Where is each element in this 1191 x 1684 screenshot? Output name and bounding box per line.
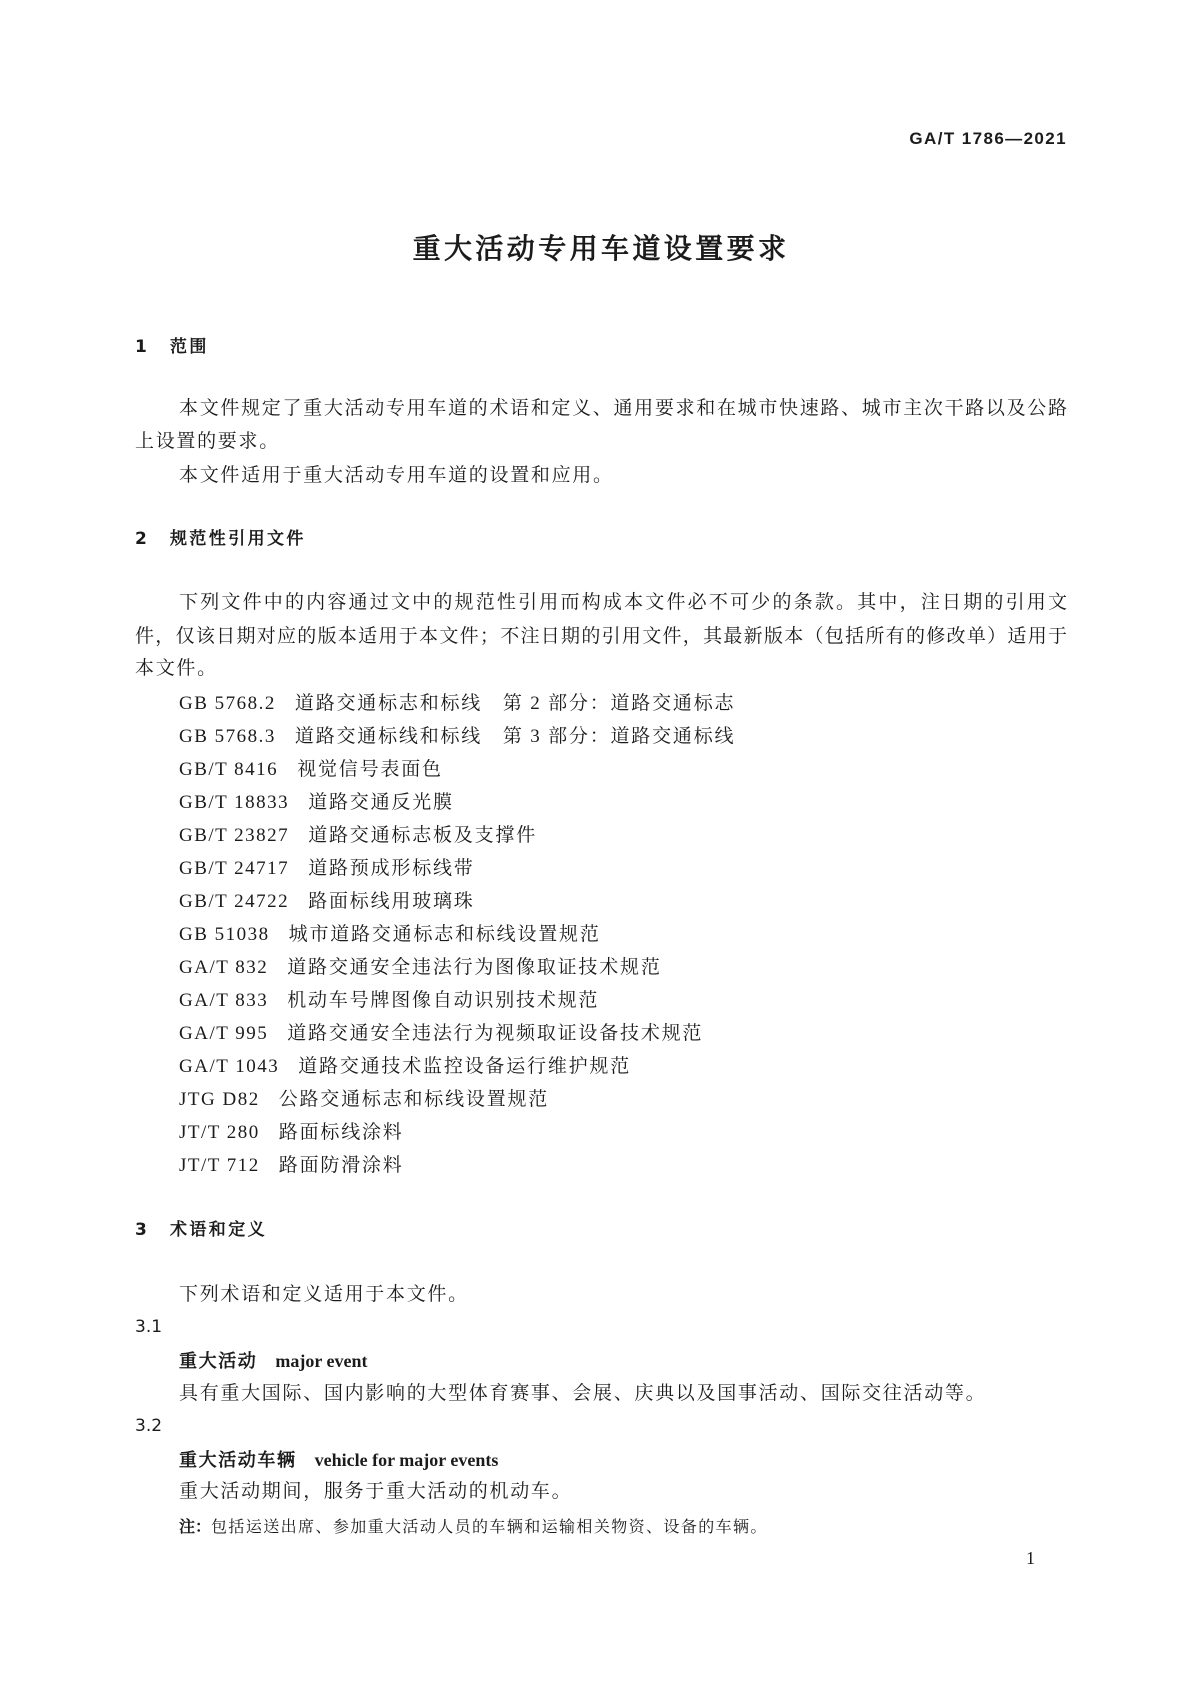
reference-title: 道路交通技术监控设备运行维护规范 [298, 1056, 632, 1077]
terms-intro: 下列术语和定义适用于本文件。 [179, 1284, 469, 1305]
reference-code: GB/T 8416 [179, 759, 279, 780]
reference-item [179, 790, 454, 816]
reference-code: GA/T 833 [179, 990, 269, 1011]
reference-title: 路面标线用玻璃珠 [308, 891, 475, 912]
reference-code: JTG D82 [179, 1089, 260, 1110]
reference-item [179, 1153, 404, 1179]
section-title: 规范性引用文件 [170, 529, 306, 549]
reference-code: GB 51038 [179, 924, 270, 945]
note-text: 包括运送出席、参加重大活动人员的车辆和运输相关物资、设备的车辆。 [211, 1519, 768, 1536]
reference-item [179, 823, 537, 849]
reference-title: 道路预成形标线带 [308, 858, 475, 879]
reference-title: 道路交通安全违法行为视频取证设备技术规范 [287, 1023, 704, 1044]
standard-number-header: GA/T 1786—2021 [909, 129, 1067, 148]
reference-code: GB 5768.2 [179, 693, 276, 714]
reference-item [179, 1087, 549, 1113]
clause-number: 3.1 [135, 1317, 163, 1337]
reference-code: GB/T 18833 [179, 792, 290, 813]
reference-title: 道路交通标志和标线 第 2 部分：道路交通标志 [294, 693, 736, 714]
term-definition: 具有重大国际、国内影响的大型体育赛事、会展、庆典以及国事活动、国际交往活动等。 [179, 1383, 987, 1404]
section-heading-normative-references [135, 526, 306, 552]
reference-item [179, 1021, 703, 1047]
term-chinese: 重大活动车辆 [179, 1450, 297, 1471]
reference-item [179, 691, 735, 717]
reference-item [179, 1054, 631, 1080]
term-note [179, 1514, 768, 1540]
scope-paragraph-line: 上设置的要求。 [135, 431, 280, 452]
reference-code: JT/T 280 [179, 1122, 260, 1143]
reference-code: GB/T 23827 [179, 825, 290, 846]
section-heading-scope [135, 334, 209, 360]
references-intro-line: 本文件。 [135, 658, 218, 679]
reference-title: 道路交通反光膜 [308, 792, 454, 813]
reference-title: 路面标线涂料 [278, 1122, 404, 1143]
reference-code: GB/T 24717 [179, 858, 290, 879]
reference-item [179, 856, 475, 882]
reference-item [179, 724, 735, 750]
references-intro-line: 下列文件中的内容通过文中的规范性引用而构成本文件必不可少的条款。其中，注日期的引用文 [179, 592, 1067, 613]
reference-code: GB 5768.3 [179, 726, 276, 747]
reference-title: 视觉信号表面色 [297, 759, 443, 780]
reference-item [179, 1120, 404, 1146]
note-label: 注： [179, 1517, 212, 1536]
reference-title: 路面防滑涂料 [278, 1155, 404, 1176]
reference-code: GA/T 995 [179, 1023, 269, 1044]
reference-title: 道路交通安全违法行为图像取证技术规范 [287, 957, 662, 978]
reference-title: 城市道路交通标志和标线设置规范 [288, 924, 601, 945]
term-english: major event [275, 1351, 368, 1371]
reference-code: GB/T 24722 [179, 891, 290, 912]
reference-item [179, 988, 599, 1014]
section-heading-terms-and-definitions [135, 1217, 267, 1243]
reference-title: 公路交通标志和标线设置规范 [278, 1089, 550, 1110]
term-entry [179, 1348, 368, 1374]
section-number: 1 [135, 337, 147, 357]
term-english: vehicle for major events [314, 1450, 499, 1470]
reference-code: JT/T 712 [179, 1155, 260, 1176]
section-number: 3 [135, 1220, 147, 1240]
scope-paragraph: 本文件适用于重大活动专用车道的设置和应用。 [179, 465, 614, 486]
section-title: 范围 [170, 337, 209, 357]
reference-item [179, 757, 443, 783]
section-title: 术语和定义 [170, 1220, 267, 1240]
document-title: 重大活动专用车道设置要求 [412, 232, 790, 265]
reference-title: 机动车号牌图像自动识别技术规范 [287, 990, 600, 1011]
term-chinese: 重大活动 [179, 1351, 258, 1372]
reference-code: GA/T 1043 [179, 1056, 280, 1077]
term-entry [179, 1447, 498, 1473]
clause-number: 3.2 [135, 1416, 163, 1436]
reference-title: 道路交通标志板及支撑件 [308, 825, 537, 846]
scope-paragraph-line: 本文件规定了重大活动专用车道的术语和定义、通用要求和在城市快速路、城市主次干路以及公路 [179, 398, 1067, 419]
reference-item [179, 955, 662, 981]
reference-item [179, 922, 601, 948]
references-intro-line: 件，仅该日期对应的版本适用于本文件；不注日期的引用文件，其最新版本（包括所有的修改单）适用于 [135, 626, 1067, 647]
page-number: 1 [1026, 1548, 1035, 1568]
reference-item [179, 889, 475, 915]
reference-code: GA/T 832 [179, 957, 269, 978]
term-definition: 重大活动期间，服务于重大活动的机动车。 [179, 1481, 573, 1502]
section-number: 2 [135, 529, 147, 549]
reference-title: 道路交通标线和标线 第 3 部分：道路交通标线 [294, 726, 736, 747]
